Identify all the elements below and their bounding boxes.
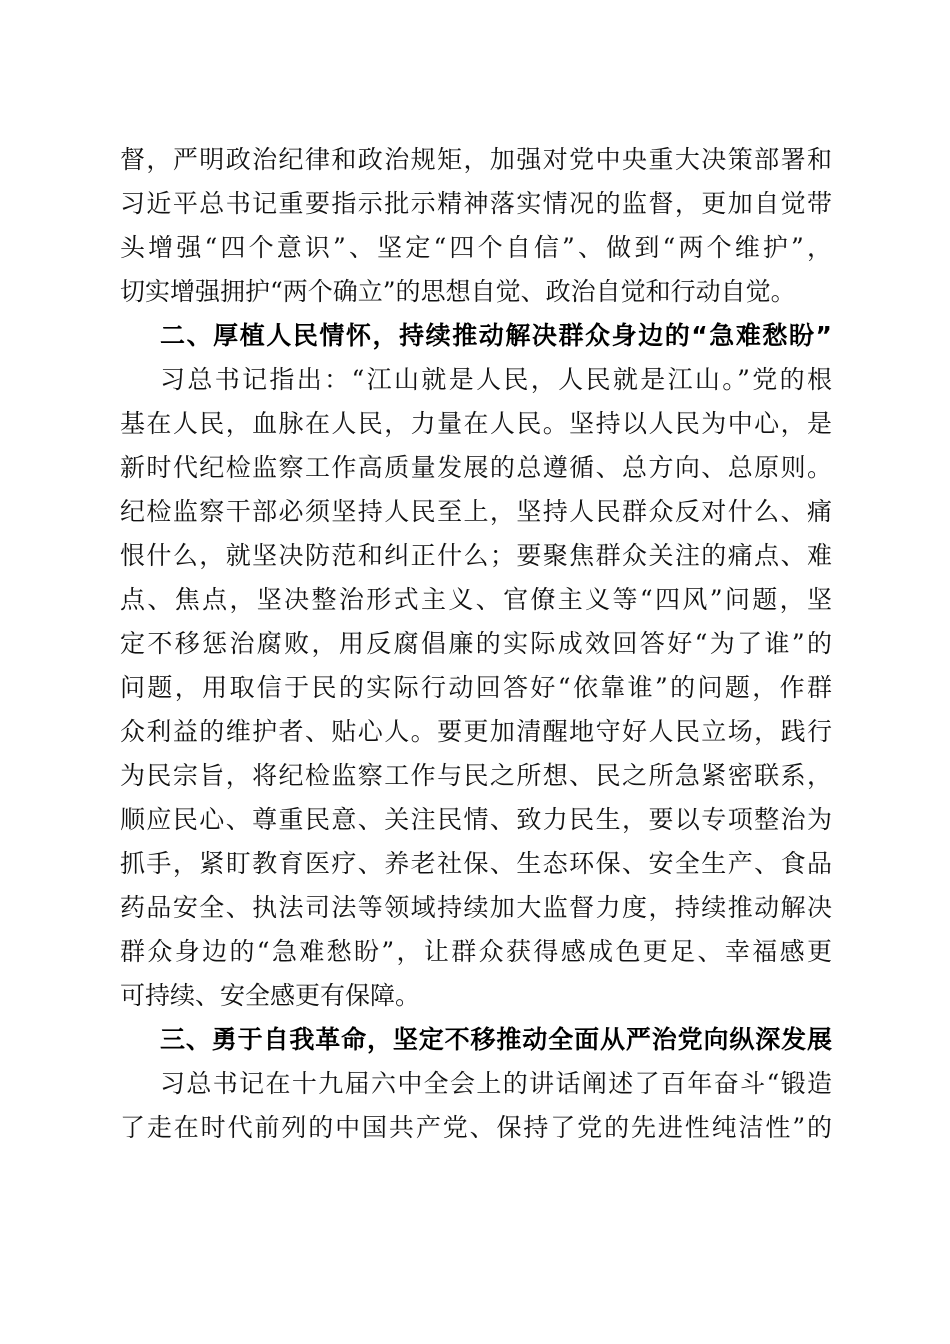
body-text-line: 习近平总书记重要指示批示精神落实情况的监督，更加自觉带 — [120, 189, 832, 218]
body-text-line: 习总书记指出：“江山就是人民，人民就是江山。”党的根 — [160, 365, 832, 394]
body-text-line: 问题，用取信于民的实际行动回答好“依靠谁”的问题，作群 — [120, 673, 832, 702]
body-text-line: 了走在时代前列的中国共产党、保持了党的先进性纯洁性”的 — [120, 1113, 832, 1142]
body-text-line: 督，严明政治纪律和政治规矩，加强对党中央重大决策部署和 — [120, 145, 832, 174]
body-text-line: 切实增强拥护“两个确立”的思想自觉、政治自觉和行动自觉。 — [120, 277, 796, 306]
body-text-line: 众利益的维护者、贴心人。要更加清醒地守好人民立场，践行 — [120, 717, 832, 746]
body-text-line: 定不移惩治腐败，用反腐倡廉的实际成效回答好“为了谁”的 — [120, 629, 832, 658]
body-text-line: 点、焦点，坚决整治形式主义、官僚主义等“四风”问题，坚 — [120, 585, 832, 614]
section-heading-3: 三、勇于自我革命，坚定不移推动全面从严治党向纵深发展 — [160, 1025, 832, 1054]
body-text-line: 为民宗旨，将纪检监察工作与民之所想、民之所急紧密联系， — [120, 761, 832, 790]
body-text-line: 抓手，紧盯教育医疗、养老社保、生态环保、安全生产、食品 — [120, 849, 832, 878]
body-text-line: 纪检监察干部必须坚持人民至上，坚持人民群众反对什么、痛 — [120, 497, 832, 526]
body-text-line: 群众身边的“急难愁盼”，让群众获得感成色更足、幸福感更 — [120, 937, 832, 966]
body-text-line: 基在人民，血脉在人民，力量在人民。坚持以人民为中心，是 — [120, 409, 832, 438]
section-heading-2: 二、厚植人民情怀，持续推动解决群众身边的“急难愁盼” — [160, 321, 832, 350]
body-text-line: 药品安全、执法司法等领域持续加大监督力度，持续推动解决 — [120, 893, 832, 922]
body-text-line: 新时代纪检监察工作高质量发展的总遵循、总方向、总原则。 — [120, 453, 832, 482]
body-text-line: 顺应民心、尊重民意、关注民情、致力民生，要以专项整治为 — [120, 805, 832, 834]
body-text-line: 习总书记在十九届六中全会上的讲话阐述了百年奋斗“锻造 — [160, 1069, 832, 1098]
body-text-line: 头增强“四个意识”、坚定“四个自信”、做到“两个维护”， — [120, 233, 832, 262]
body-text-line: 恨什么，就坚决防范和纠正什么；要聚焦群众关注的痛点、难 — [120, 541, 832, 570]
body-text-line: 可持续、安全感更有保障。 — [120, 981, 421, 1010]
